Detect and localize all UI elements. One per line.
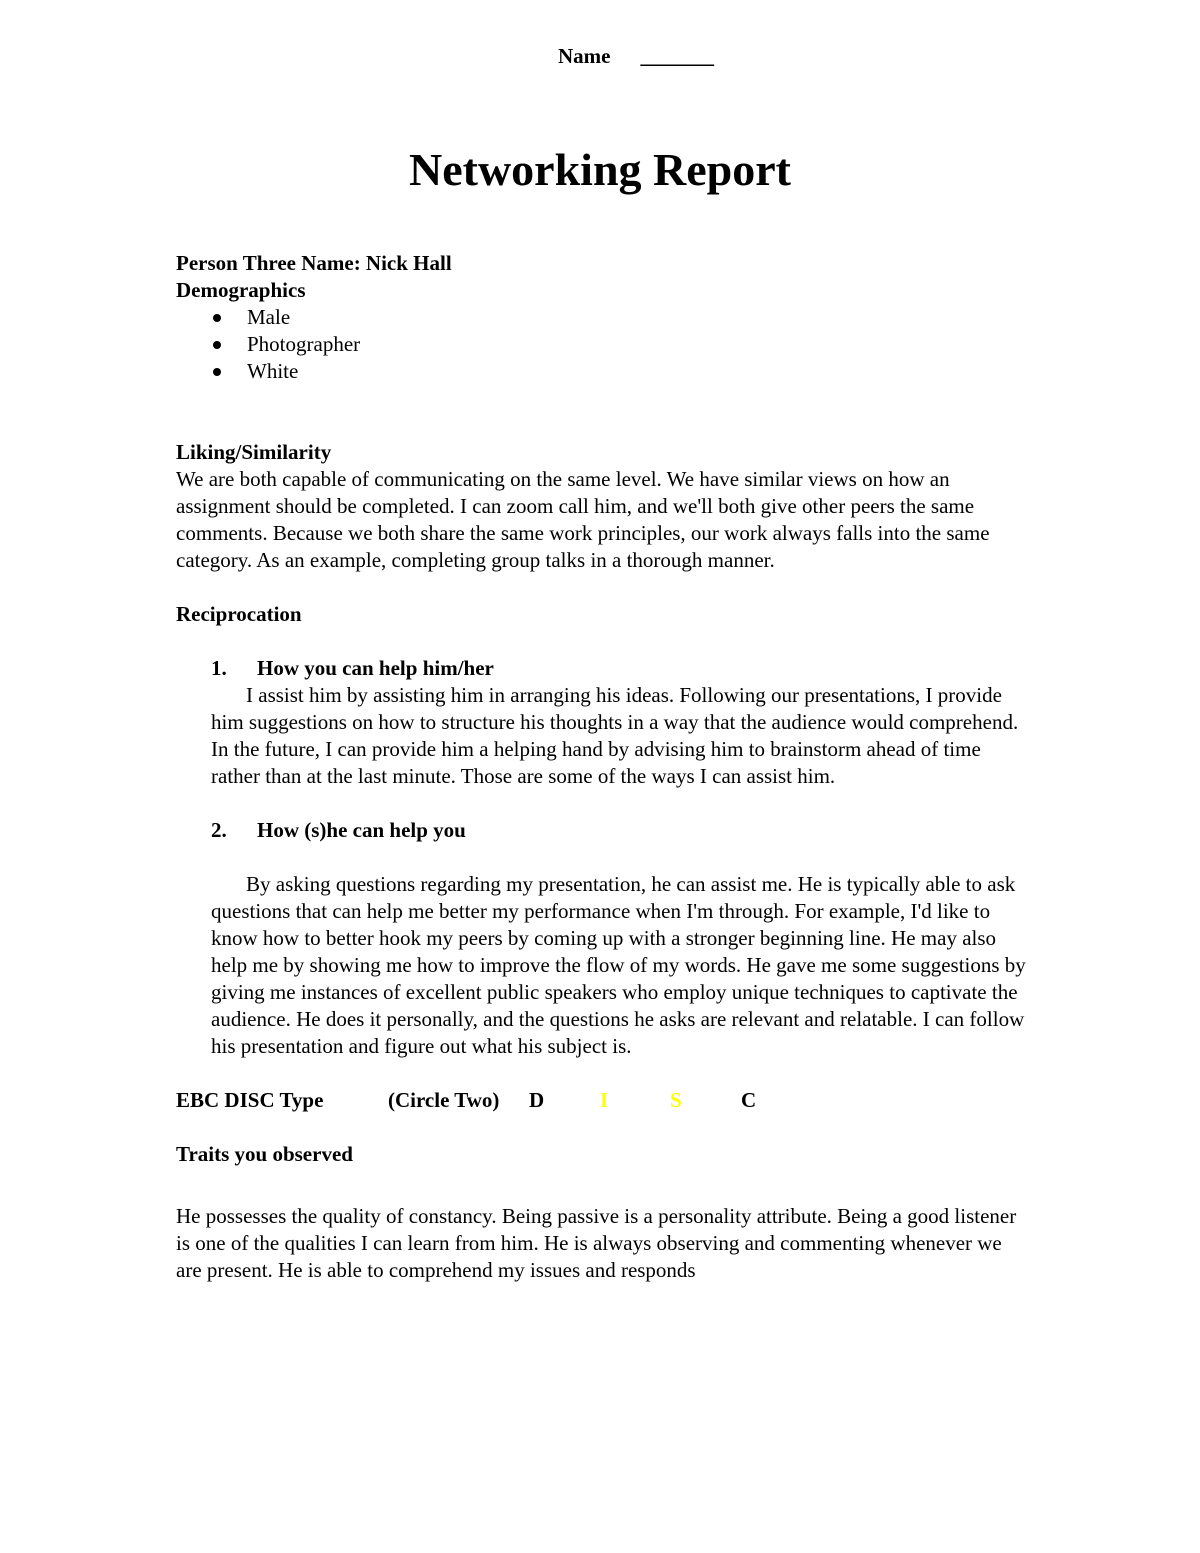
- reciprocation-item-1-heading: [176, 655, 1026, 682]
- name-label: Name: [558, 44, 611, 68]
- liking-text: We are both capable of communicating on the same level. We have similar views on how an assignment should be completed. I can zoom call him, and we'll both give other peers the same comments. Because we both share the same work principles, our work always falls into the same category. As an example, completing group talks in a thorough manner.: [176, 467, 990, 572]
- disc-option-d: D: [529, 1088, 545, 1112]
- bullet-icon: [213, 314, 221, 322]
- disc-label: EBC DISC Type: [176, 1088, 324, 1112]
- item-text: By asking questions regarding my presentation, he can assist me. He is typically able to ask questions that can help me better my performance when I'm through. For example, I'd like to know how to better hook my peers by coming up with a stronger beginning line. He may also help me by showing me how to improve the flow of my words. He gave me some suggestions by giving me instances of excellent public speakers who employ unique techniques to captivate the audience. He does it personally, and the questions he asks are relevant and relatable. I can follow his presentation and figure out what his subject is.: [211, 872, 1026, 1058]
- list-item: [176, 331, 1026, 358]
- reciprocation-item-2-body: [176, 871, 1026, 1060]
- reciprocation-item-1-body: [176, 682, 1026, 790]
- disc-option-i: I: [600, 1088, 609, 1112]
- bullet-icon: [213, 368, 221, 376]
- item-heading: How (s)he can help you: [257, 818, 466, 842]
- disc-option-s: S: [670, 1088, 682, 1112]
- person-heading: Person Three Name: Nick Hall: [176, 251, 452, 275]
- list-item: [176, 304, 1026, 331]
- demographics-list: [176, 304, 1026, 385]
- reciprocation-item-2-heading: [176, 817, 1026, 844]
- liking-heading: Liking/Similarity: [176, 440, 332, 464]
- item-number: 2.: [211, 818, 227, 842]
- demographics-heading: Demographics: [176, 278, 306, 302]
- item-heading: How you can help him/her: [257, 656, 494, 680]
- disc-instruction: (Circle Two): [388, 1088, 500, 1112]
- name-blank: _______: [640, 44, 714, 68]
- traits-heading: Traits you observed: [176, 1142, 353, 1166]
- demographic-value: Photographer: [247, 332, 361, 356]
- bullet-icon: [213, 341, 221, 349]
- demographic-value: White: [247, 359, 299, 383]
- report-body: [176, 250, 1026, 1284]
- disc-option-c: C: [741, 1088, 757, 1112]
- reciprocation-heading: Reciprocation: [176, 602, 302, 626]
- demographic-value: Male: [247, 305, 291, 329]
- item-text: I assist him by assisting him in arranging his ideas. Following our presentations, I provide him suggestions on how to structure his thoughts in a way that the audience would comprehend. In the future, I can provide him a helping hand by advising him to brainstorm ahead of time rather than at the last minute. Those are some of the ways I can assist him.: [211, 683, 1019, 788]
- disc-type-row: [176, 1087, 1026, 1114]
- item-number: 1.: [211, 656, 227, 680]
- list-item: [176, 358, 1026, 385]
- page-title: Networking Report: [409, 144, 791, 195]
- name-field: [558, 44, 714, 69]
- traits-text: He possesses the quality of constancy. Being passive is a personality attribute. Being a good listener is one of the qualities I can learn from him. He is always observing and commenting whenever we are present. He is able to comprehend my issues and responds: [176, 1204, 1017, 1282]
